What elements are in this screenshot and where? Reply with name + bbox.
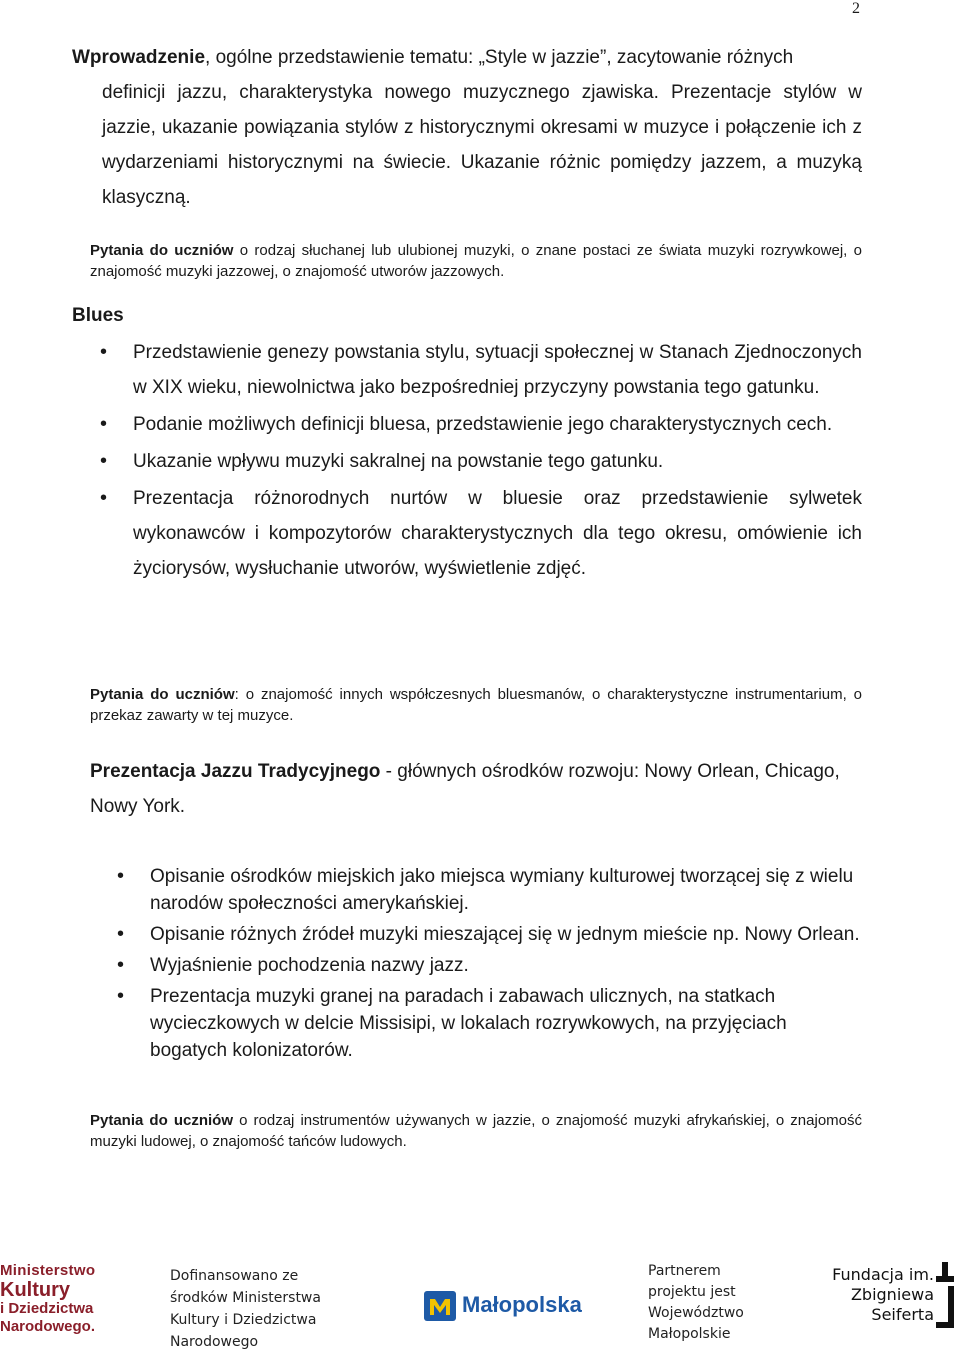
blues-list: [100, 335, 862, 588]
questions-label: Pytania do uczniów: [90, 686, 235, 703]
intro-first-line: , ogólne przedstawienie tematu: „Style w jazzie”, zacytowanie różnych: [205, 47, 794, 68]
page-number: 2: [852, 0, 860, 17]
list-item: • Opisanie ośrodków miejskich jako miejsca wymiany kulturowej tworzącej się z wielu narodów społeczności amerykańskiej.: [117, 865, 854, 914]
intro-text: definicji jazzu, charakterystyka nowego muzycznego zjawiska. Prezentacje stylów w jazzie, ukazanie powiązania stylów z historycznymi okresami w muzyce i połączenie ich z wydarzeniami historycznymi na świecie. Ukazanie różnic pomiędzy jazzem, a muzyką klasyczną.: [102, 82, 862, 208]
traditional-jazz-heading: Prezentacja Jazzu Tradycyjnego: [90, 761, 381, 782]
students-questions-1: [90, 240, 862, 282]
bullet-icon: •: [100, 487, 108, 509]
bullet-icon: •: [117, 954, 125, 976]
traditional-jazz-list: [117, 863, 862, 1068]
malopolska-logo: Małopolska: [424, 1289, 589, 1325]
partner-note: Partnerem projektu jest Województwo Małopolskie: [648, 1263, 744, 1342]
questions-text: o rodzaj słuchanej lub ulubionej muzyki, o znane postaci ze świata muzyki rozrywkowej, o znajomość muzyki jazzowej, o znajomość utworów jazzowych.: [90, 242, 862, 280]
list-item: • Prezentacja muzyki granej na paradach i zabawach ulicznych, na statkach wycieczkowych w delcie Missisipi, w lokalach rozrywkowych, na przyjęciach bogatych kolonizatorów.: [117, 985, 787, 1061]
list-item: • Przedstawienie genezy powstania stylu, sytuacji społecznej w Stanach Zjednoczonych w XIX wieku, niewolnictwa jako bezpośredniej przyczyny powstania tego gatunku.: [133, 335, 862, 405]
blues-heading: Blues: [72, 305, 124, 326]
questions-text: : o znajomość innych współczesnych bluesmanów, o charakterystyczne instrumentarium, o przekaz zawarty w tej muzyce.: [90, 686, 862, 724]
list-item: • Ukazanie wpływu muzyki sakralnej na powstanie tego gatunku.: [133, 444, 862, 479]
students-questions-2: [90, 684, 862, 726]
intro-paragraph: [72, 40, 862, 215]
traditional-jazz-paragraph: [90, 754, 862, 824]
bullet-icon: •: [100, 413, 108, 435]
list-item: • Podanie możliwych definicji bluesa, przedstawienie jego charakterystycznych cech.: [133, 407, 862, 442]
bullet-icon: •: [117, 865, 125, 887]
students-questions-3: [90, 1110, 862, 1152]
cofinanced-note: Dofinansowano ze środków Ministerstwa Kultury i Dziedzictwa Narodowego: [170, 1268, 321, 1350]
traditional-jazz-text: - głównych ośrodków rozwoju: Nowy Orlean, Chicago, Nowy York.: [90, 761, 840, 817]
list-item: • Prezentacja różnorodnych nurtów w bluesie oraz przedstawienie sylwetek wykonawców i kompozytorów charakterystycznych dla tego okresu, omówienie ich życiorysów, wysłuchanie utworów, wyświetlenie zdjęć.: [133, 481, 862, 586]
seifert-mark-icon: [936, 1262, 956, 1328]
questions-text: o rodzaj instrumentów używanych w jazzie, o znajomość muzyki afrykańskiej, o znajomość muzyki ludowej, o znajomość tańców ludowych.: [90, 1112, 863, 1150]
bullet-icon: •: [100, 450, 108, 472]
seifert-foundation-logo: Fundacja im. Zbigniewa Seiferta: [832, 1265, 934, 1324]
questions-label: Pytania do uczniów: [90, 1112, 234, 1129]
malopolska-emblem-icon: [424, 1291, 456, 1321]
list-item: • Opisanie różnych źródeł muzyki mieszającej się w jednym mieście np. Nowy Orlean.: [150, 921, 862, 948]
list-item: • Wyjaśnienie pochodzenia nazwy jazz.: [150, 952, 862, 979]
intro-heading: Wprowadzenie: [72, 47, 206, 68]
questions-label: Pytania do uczniów: [90, 242, 234, 259]
bullet-icon: •: [117, 985, 125, 1007]
ministry-logo: Ministerstwo Kultury i Dziedzictwa Narodowego.: [0, 1262, 96, 1335]
bullet-icon: •: [100, 341, 108, 363]
bullet-icon: •: [117, 923, 125, 945]
